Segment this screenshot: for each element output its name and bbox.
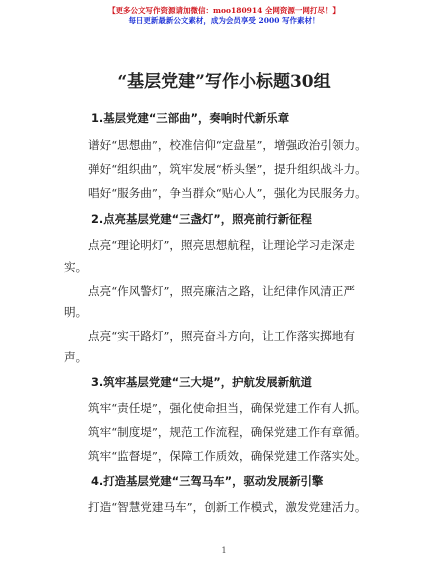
section-3-item-1: 筑牢“责任堤”，强化使命担当，确保党建工作有人抓。 [88,401,367,415]
section-2-item-1: 点亮“理论明灯”，照亮思想航程，让理论学习走深走 [88,238,355,252]
section-heading-1: 1.基层党建“三部曲”，奏响时代新乐章 [91,111,290,125]
section-3-item-2: 筑牢“制度堤”，规范工作流程，确保党建工作有章循。 [88,425,367,439]
section-2-item-2-cont: 明。 [64,305,88,319]
section-1-item-1: 谱好“思想曲”，校准信仰“定盘星”，增强政治引领力。 [88,138,367,152]
section-2-item-3: 点亮“实干路灯”，照亮奋斗方向，让工作落实掷地有 [88,329,355,343]
section-1-item-2: 弹好“组织曲”，筑牢发展“桥头堡”，提升组织战斗力。 [88,162,367,176]
document-title: “基层党建”写作小标题30组 [117,72,331,92]
section-3-item-3: 筑牢“监督堤”，保障工作质效，确保党建工作落实处。 [88,449,367,463]
section-2-item-3-cont: 声。 [64,350,88,364]
promo-banner [0,6,448,26]
page-number: 1 [221,546,227,555]
section-heading-3: 3.筑牢基层党建“三大堤”，护航发展新航道 [91,375,312,389]
section-heading-2: 2.点亮基层党建“三盏灯”，照亮前行新征程 [91,212,312,226]
promo-banner-line-2: 每日更新最新公文素材，成为会员享受 2000 写作素材！ [128,16,320,25]
section-heading-4: 4.打造基层党建“三驾马车”，驱动发展新引擎 [91,474,324,488]
promo-banner-line-1: 【更多公文写作资源请加微信：moo180914 全网资源一网打尽！】 [108,6,340,15]
section-2-item-1-cont: 实。 [64,260,88,274]
section-2-item-2: 点亮“作风警灯”，照亮廉洁之路，让纪律作风清正严 [88,284,355,298]
section-1-item-3: 唱好“服务曲”，争当群众“贴心人”，强化为民服务力。 [88,186,367,200]
section-4-item-1: 打造“智慧党建马车”，创新工作模式，激发党建活力。 [88,500,367,514]
